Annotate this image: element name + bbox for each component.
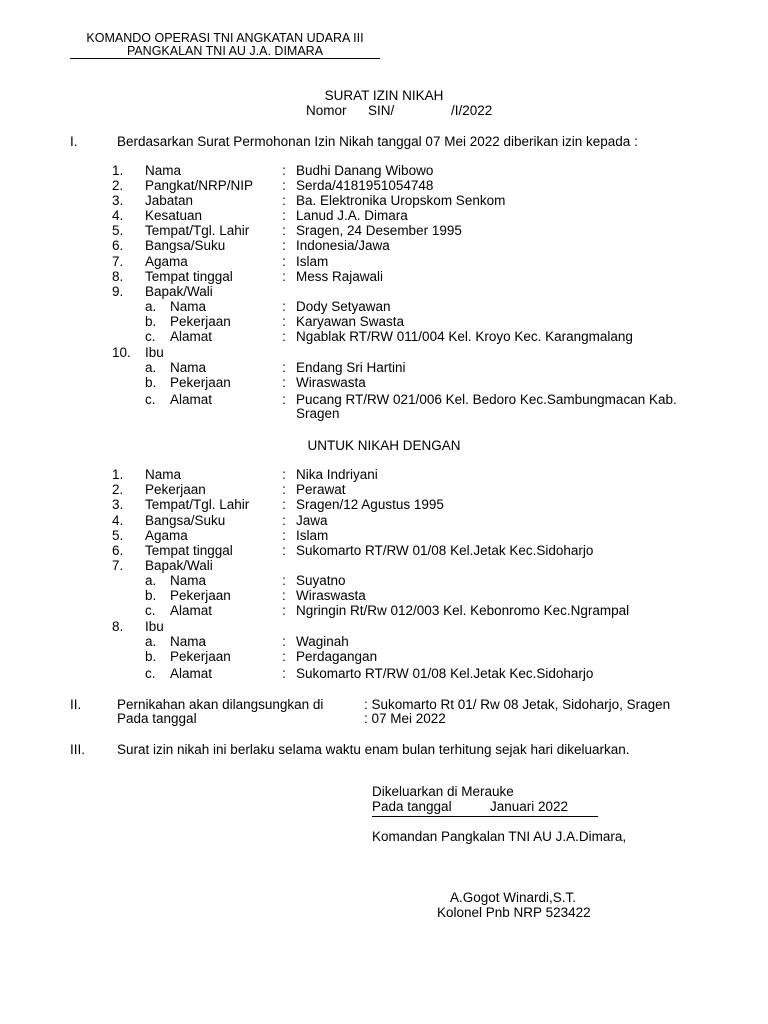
colon-separator: :: [282, 497, 286, 512]
detail-row: [0, 269, 768, 284]
colon-separator: :: [282, 314, 286, 329]
nomor-label: Nomor: [306, 103, 347, 118]
section-1-intro: Berdasarkan Surat Permohonan Izin Nikah tanggal 07 Mei 2022 diberikan izin kepada :: [117, 134, 638, 149]
detail-row: [0, 634, 768, 649]
detail-row: [0, 666, 768, 681]
item-value: Nika Indriyani: [296, 467, 378, 482]
subitem-label: Pekerjaan: [170, 649, 231, 664]
detail-row-continuation: [0, 406, 768, 421]
issue-date-value: Januari 2022: [490, 799, 569, 814]
subheading-marry-with: UNTUK NIKAH DENGAN: [307, 438, 461, 453]
detail-row: [0, 163, 768, 178]
detail-row: [0, 329, 768, 344]
item-value: Serda/4181951054748: [296, 178, 434, 193]
detail-row: [0, 223, 768, 238]
colon-separator: :: [282, 666, 286, 681]
validity-statement: Surat izin nikah ini berlaku selama waktu enam bulan terhitung sejak hari dikeluarkan.: [117, 742, 630, 757]
detail-row: [0, 284, 768, 299]
item-label: Ibu: [145, 345, 164, 360]
item-label: Ibu: [145, 619, 164, 634]
item-number: 2.: [112, 482, 124, 497]
issued-at: Dikeluarkan di Merauke: [372, 784, 514, 799]
item-value: Mess Rajawali: [296, 269, 384, 284]
colon-separator: :: [282, 588, 286, 603]
wedding-date-value: : 07 Mei 2022: [364, 711, 446, 726]
subitem-letter: a.: [145, 299, 157, 314]
colon-separator: :: [282, 513, 286, 528]
detail-row: [0, 314, 768, 329]
item-value: Islam: [296, 528, 329, 543]
detail-row: [0, 299, 768, 314]
issue-date-label: Pada tanggal: [372, 799, 452, 814]
item-number: 4.: [112, 208, 124, 223]
subitem-letter: b.: [145, 314, 157, 329]
item-value: Dody Setyawan: [296, 299, 391, 314]
item-number: 1.: [112, 163, 124, 178]
item-value: Sragen, 24 Desember 1995: [296, 223, 462, 238]
subitem-letter: a.: [145, 634, 157, 649]
colon-separator: :: [282, 238, 286, 253]
colon-separator: :: [282, 269, 286, 284]
subitem-letter: c.: [145, 392, 156, 407]
item-label: Tempat/Tgl. Lahir: [145, 497, 250, 512]
detail-row: [0, 254, 768, 269]
item-label: Tempat tinggal: [145, 543, 233, 558]
item-value: Indonesia/Jawa: [296, 238, 390, 253]
colon-separator: :: [282, 360, 286, 375]
item-value: Jawa: [296, 513, 328, 528]
nomor-code: SIN/: [368, 103, 395, 118]
subitem-label: Nama: [170, 299, 207, 314]
subitem-letter: c.: [145, 666, 156, 681]
detail-row: [0, 375, 768, 390]
wedding-place-label: Pernikahan akan dilangsungkan di: [117, 697, 324, 712]
detail-row: [0, 513, 768, 528]
subitem-label: Alamat: [170, 603, 213, 618]
item-number: 8.: [112, 269, 124, 284]
item-value: Karyawan Swasta: [296, 314, 405, 329]
item-value: Wiraswasta: [296, 588, 366, 603]
detail-row: [0, 208, 768, 223]
detail-row: [0, 603, 768, 618]
item-number: 6.: [112, 543, 124, 558]
item-value: Waginah: [296, 634, 349, 649]
item-value: Budhi Danang Wibowo: [296, 163, 434, 178]
detail-row: [0, 543, 768, 558]
item-number: 5.: [112, 223, 124, 238]
item-value: Sukomarto RT/RW 01/08 Kel.Jetak Kec.Sidoharjo: [296, 666, 594, 681]
item-number: 10.: [112, 345, 131, 360]
colon-separator: :: [282, 467, 286, 482]
item-label: Pangkat/NRP/NIP: [145, 178, 254, 193]
item-number: 3.: [112, 193, 124, 208]
colon-separator: :: [282, 482, 286, 497]
subitem-letter: a.: [145, 360, 157, 375]
colon-separator: :: [282, 193, 286, 208]
detail-row: [0, 497, 768, 512]
signatory-name: A.Gogot Winardi,S.T.: [450, 890, 577, 905]
subitem-letter: c.: [145, 329, 156, 344]
item-label: Kesatuan: [145, 208, 203, 223]
subitem-letter: b.: [145, 649, 157, 664]
detail-row: [0, 588, 768, 603]
item-number: 9.: [112, 284, 124, 299]
colon-separator: :: [282, 634, 286, 649]
item-value: Sragen/12 Agustus 1995: [296, 497, 444, 512]
detail-row: [0, 528, 768, 543]
subitem-letter: b.: [145, 375, 157, 390]
item-label: Bapak/Wali: [145, 284, 213, 299]
detail-row: [0, 392, 768, 407]
subitem-label: Pekerjaan: [170, 375, 231, 390]
item-label: Tempat/Tgl. Lahir: [145, 223, 250, 238]
detail-row: [0, 482, 768, 497]
header-underline: [70, 58, 380, 59]
subitem-label: Nama: [170, 360, 207, 375]
item-value: Endang Sri Hartini: [296, 360, 406, 375]
signatory-position: Komandan Pangkalan TNI AU J.A.Dimara,: [372, 829, 627, 844]
item-number: 5.: [112, 528, 124, 543]
subitem-label: Alamat: [170, 666, 213, 681]
detail-row: [0, 649, 768, 664]
colon-separator: :: [282, 208, 286, 223]
detail-row: [0, 345, 768, 360]
item-value: Ngringin Rt/Rw 012/003 Kel. Kebonromo Kec.Ngrampal: [296, 603, 630, 618]
subitem-label: Alamat: [170, 329, 213, 344]
colon-separator: :: [282, 329, 286, 344]
item-number: 7.: [112, 558, 124, 573]
colon-separator: :: [282, 528, 286, 543]
item-number: 1.: [112, 467, 124, 482]
subitem-letter: b.: [145, 588, 157, 603]
colon-separator: :: [282, 392, 286, 407]
section-2-numeral: II.: [70, 697, 82, 712]
colon-separator: :: [282, 375, 286, 390]
subitem-label: Nama: [170, 634, 207, 649]
item-label: Nama: [145, 467, 182, 482]
item-number: 2.: [112, 178, 124, 193]
detail-row: [0, 467, 768, 482]
colon-separator: :: [282, 573, 286, 588]
issue-date-underline: [372, 816, 598, 817]
item-number: 6.: [112, 238, 124, 253]
detail-row: [0, 238, 768, 253]
item-label: Bangsa/Suku: [145, 238, 226, 253]
subitem-label: Alamat: [170, 392, 213, 407]
wedding-place-value: : Sukomarto Rt 01/ Rw 08 Jetak, Sidoharjo, Sragen: [364, 697, 671, 712]
item-label: Bangsa/Suku: [145, 513, 226, 528]
item-value: Pucang RT/RW 021/006 Kel. Bedoro Kec.Sambungmacan Kab.: [296, 392, 677, 407]
subitem-label: Pekerjaan: [170, 588, 231, 603]
item-label: Jabatan: [145, 193, 194, 208]
item-number: 8.: [112, 619, 124, 634]
document-title: SURAT IZIN NIKAH: [324, 88, 444, 103]
nomor-suffix: /I/2022: [451, 103, 493, 118]
colon-separator: :: [282, 163, 286, 178]
detail-row: [0, 619, 768, 634]
colon-separator: :: [282, 299, 286, 314]
colon-separator: :: [282, 543, 286, 558]
item-number: 7.: [112, 254, 124, 269]
detail-row: [0, 558, 768, 573]
colon-separator: :: [282, 603, 286, 618]
colon-separator: :: [282, 649, 286, 664]
colon-separator: :: [282, 223, 286, 238]
item-number: 3.: [112, 497, 124, 512]
subitem-label: Pekerjaan: [170, 314, 231, 329]
item-value: Perawat: [296, 482, 346, 497]
item-value: Suyatno: [296, 573, 346, 588]
signatory-rank: Kolonel Pnb NRP 523422: [437, 905, 591, 920]
item-value: Lanud J.A. Dimara: [296, 208, 408, 223]
item-number: 4.: [112, 513, 124, 528]
colon-separator: :: [282, 254, 286, 269]
item-label: Pekerjaan: [145, 482, 206, 497]
section-3-numeral: III.: [70, 742, 86, 757]
item-value: Ngablak RT/RW 011/004 Kel. Kroyo Kec. Karangmalang: [296, 329, 633, 344]
section-1-numeral: I.: [70, 134, 78, 149]
item-label: Tempat tinggal: [145, 269, 233, 284]
item-label: Agama: [145, 528, 188, 543]
item-value: Wiraswasta: [296, 375, 366, 390]
wedding-date-label: Pada tanggal: [117, 711, 197, 726]
item-label: Agama: [145, 254, 188, 269]
item-value-continuation: Sragen: [296, 406, 340, 421]
subitem-letter: a.: [145, 573, 157, 588]
item-value: Sukomarto RT/RW 01/08 Kel.Jetak Kec.Sidoharjo: [296, 543, 594, 558]
item-label: Nama: [145, 163, 182, 178]
colon-separator: :: [282, 178, 286, 193]
item-label: Bapak/Wali: [145, 558, 213, 573]
item-value: Islam: [296, 254, 329, 269]
item-value: Ba. Elektronika Uropskom Senkom: [296, 193, 506, 208]
item-value: Perdagangan: [296, 649, 378, 664]
detail-row: [0, 178, 768, 193]
header-line-1: KOMANDO OPERASI TNI ANGKATAN UDARA III: [86, 31, 364, 45]
detail-row: [0, 193, 768, 208]
subitem-label: Nama: [170, 573, 207, 588]
subitem-letter: c.: [145, 603, 156, 618]
detail-row: [0, 573, 768, 588]
header-line-2: PANGKALAN TNI AU J.A. DIMARA: [126, 44, 324, 58]
detail-row: [0, 360, 768, 375]
